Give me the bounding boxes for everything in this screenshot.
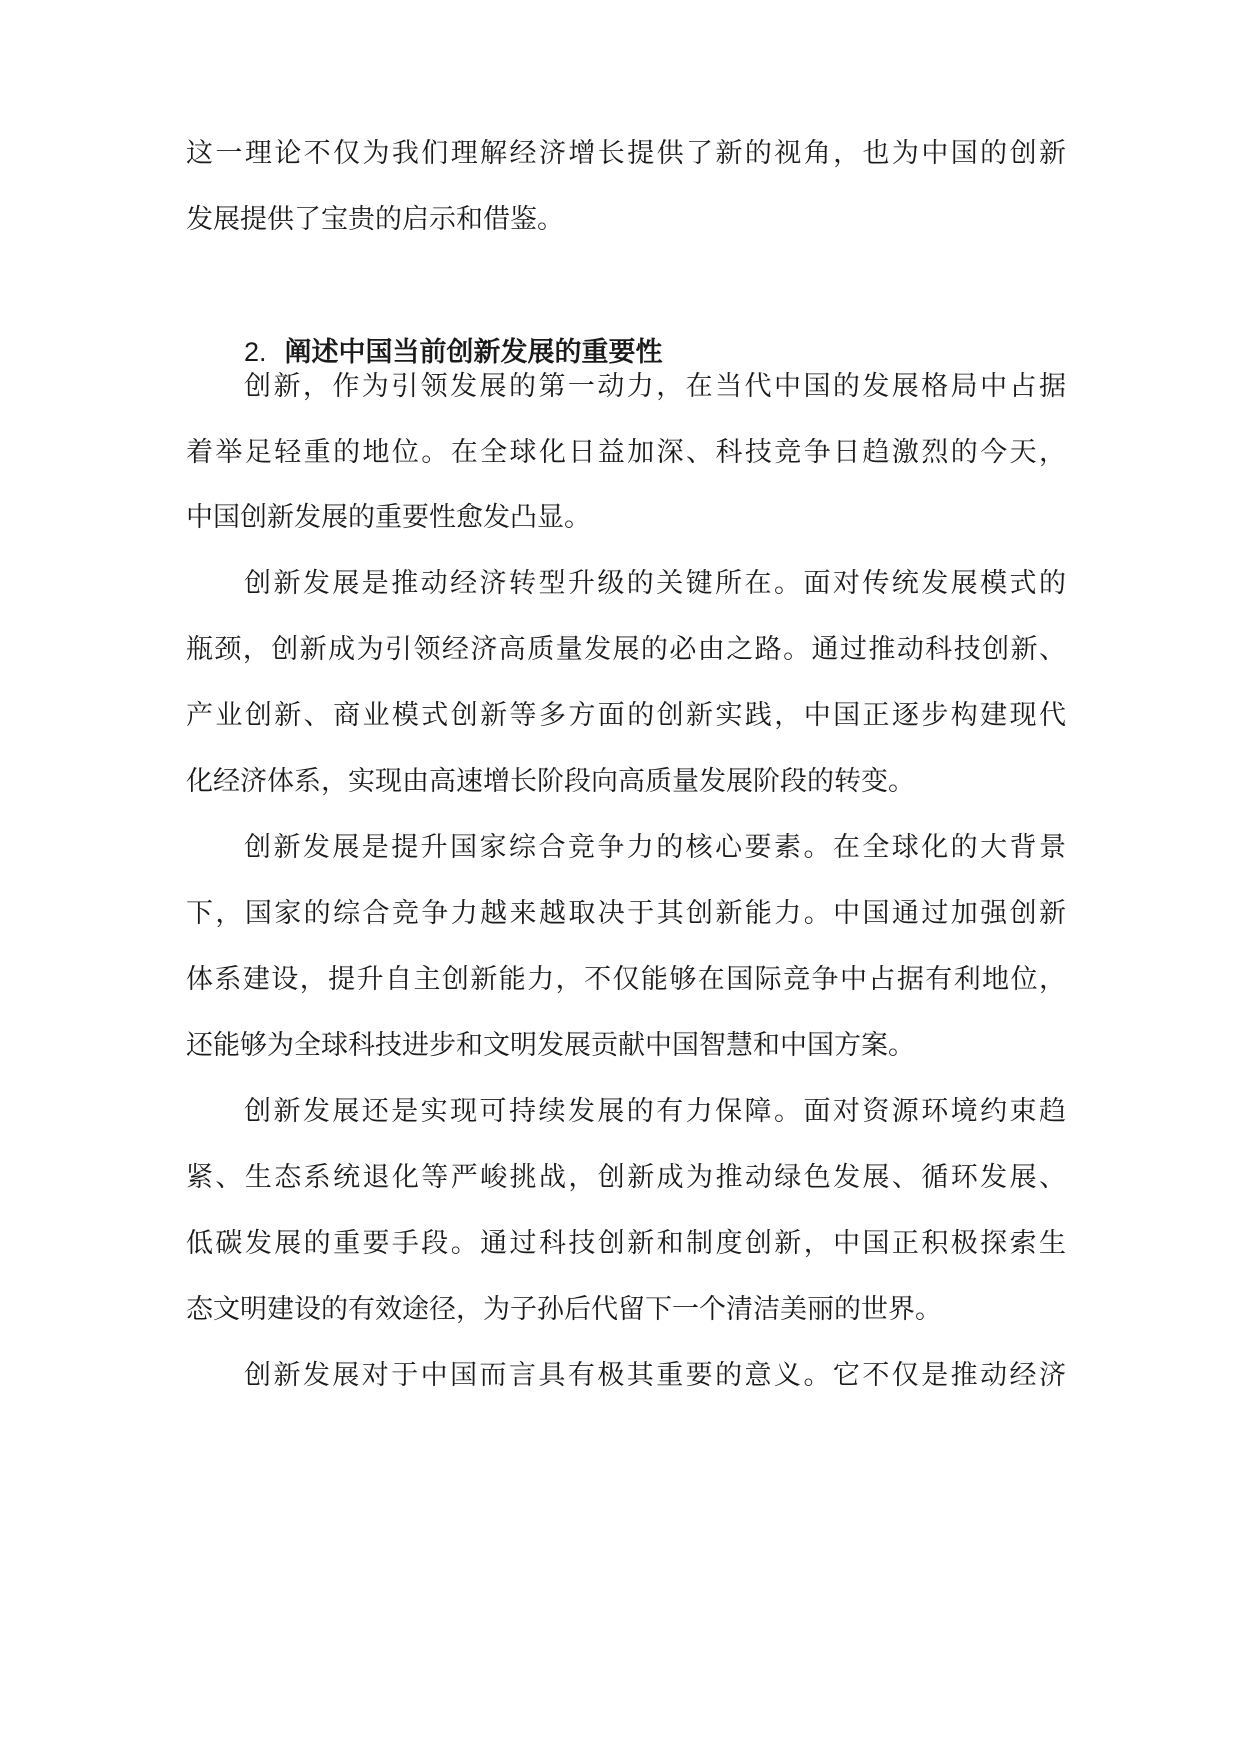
paragraph-line: 产业创新、商业模式创新等多方面的创新实践，中国正逐步构建现代 — [186, 700, 1066, 731]
paragraph-line: 低碳发展的重要手段。通过科技创新和制度创新，中国正积极探索生 — [186, 1228, 1066, 1259]
paragraph-line: 还能够为全球科技进步和文明发展贡献中国智慧和中国方案。 — [186, 1030, 915, 1061]
paragraph-line: 紧、生态系统退化等严峻挑战，创新成为推动绿色发展、循环发展、 — [186, 1162, 1066, 1193]
paragraph-line: 下，国家的综合竞争力越来越取决于其创新能力。中国通过加强创新 — [186, 898, 1066, 929]
section-heading — [244, 332, 663, 372]
paragraph-line: 这一理论不仅为我们理解经济增长提供了新的视角，也为中国的创新 — [186, 138, 1066, 169]
paragraph-line: 创新发展是提升国家综合竞争力的核心要素。在全球化的大背景 — [244, 832, 1066, 863]
paragraph-line: 创新发展还是实现可持续发展的有力保障。面对资源环境约束趋 — [244, 1096, 1066, 1127]
paragraph-line: 着举足轻重的地位。在全球化日益加深、科技竞争日趋激烈的今天， — [186, 437, 1066, 468]
paragraph-line: 体系建设，提升自主创新能力，不仅能够在国际竞争中占据有利地位， — [186, 964, 1066, 995]
paragraph-line: 态文明建设的有效途径，为子孙后代留下一个清洁美丽的世界。 — [186, 1294, 942, 1325]
paragraph-line: 化经济体系，实现由高速增长阶段向高质量发展阶段的转变。 — [186, 766, 915, 797]
paragraph-line: 瓶颈，创新成为引领经济高质量发展的必由之路。通过推动科技创新、 — [186, 634, 1066, 665]
paragraph-line: 发展提供了宝贵的启示和借鉴。 — [186, 204, 564, 235]
paragraph-line: 创新，作为引领发展的第一动力，在当代中国的发展格局中占据 — [244, 371, 1066, 402]
section-number: 2. — [244, 337, 267, 367]
paragraph-line: 中国创新发展的重要性愈发凸显。 — [186, 502, 591, 533]
section-title: 阐述中国当前创新发展的重要性 — [284, 337, 663, 368]
paragraph-line: 创新发展对于中国而言具有极其重要的意义。它不仅是推动经济 — [244, 1360, 1066, 1391]
paragraph-line: 创新发展是推动经济转型升级的关键所在。面对传统发展模式的 — [244, 568, 1066, 599]
